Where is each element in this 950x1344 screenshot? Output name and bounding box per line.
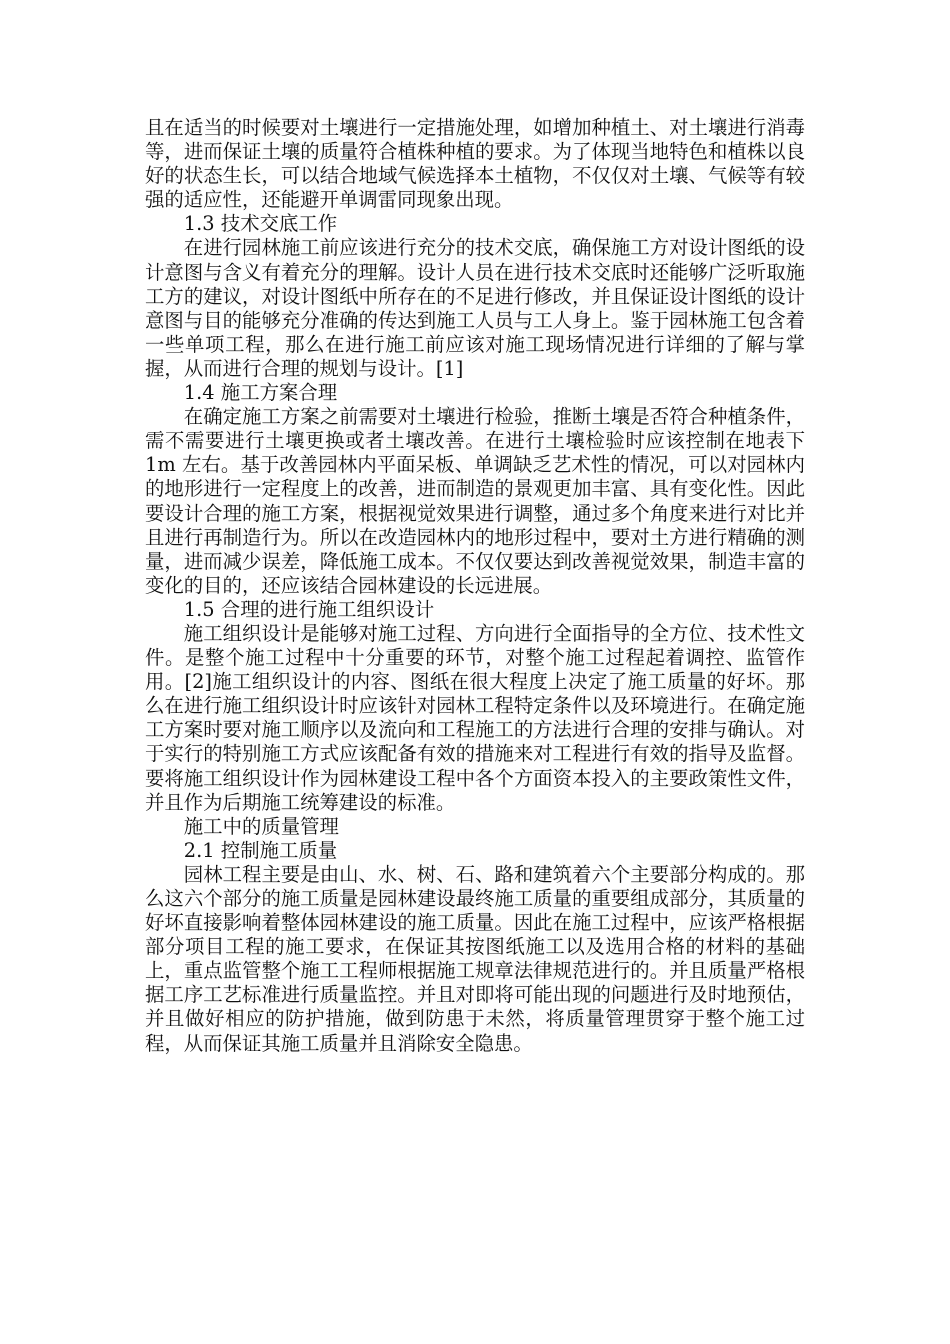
paragraph-soil-treatment: 且在适当的时候要对土壤进行一定措施处理，如增加种植土、对土壤进行消毒等，进而保证土壤的质量符合植株种植的要求。为了体现当地特色和植株以良好的状态生长，可以结合地域气候选择本土植物，不仅仅对土壤、气候等有较强的适应性，还能避开单调雷同现象出现。 [145,116,805,212]
heading-quality-management: 施工中的质量管理 [183,814,339,838]
paragraph-quality-control: 园林工程主要是由山、水、树、石、路和建筑着六个主要部分构成的。那么这六个部分的施工质量是园林建设最终施工质量的重要组成部分，其质量的好坏直接影响着整体园林建设的施工质量。因此在施工过程中，应该严格根据部分项目工程的施工要求，在保证其按图纸施工以及选用合格的材料的基础上，重点监管整个施工工程师根据施工规章法律规范进行的。并且质量严格根据工序工艺标准进行质量监控。并且对即将可能出现的问题进行及时地预估，并且做好相应的防护措施，做到防患于未然，将质量管理贯穿于整个施工过程，从而保证其施工质量并且消除安全隐患。 [145,862,805,1055]
paragraph-technical-disclosure: 在进行园林施工前应该进行充分的技术交底，确保施工方对设计图纸的设计意图与含义有着充分的理解。设计人员在进行技术交底时还能够广泛听取施工方的建议，对设计图纸中所存在的不足进行修改，并且保证设计图纸的设计意图与目的能够充分准确的传达到施工人员与工人身上。鉴于园林施工包含着一些单项工程，那么在进行施工前应该对施工现场情况进行详细的了解与掌握，从而进行合理的规划与设计。[1] [145,236,805,380]
heading-construction-plan: 1.4 施工方案合理 [183,381,338,405]
heading-technical-disclosure: 1.3 技术交底工作 [183,212,338,236]
heading-quality-control: 2.1 控制施工质量 [183,838,338,862]
paragraph-construction-plan: 在确定施工方案之前需要对土壤进行检验，推断土壤是否符合种植条件，需不需要进行土壤更换或者土壤改善。在进行土壤检验时应该控制在地表下 1m 左右。基于改善园林内平面呆板、单调缺乏艺术性的情况，可以对园林内的地形进行一定程度上的改善，进而制造的景观更加丰富、具有变化性。因此要设计合理的施工方案，根据视觉效果进行调整，通过多个角度来进行对比并且进行再制造行为。所以在改造园林内的地形过程中，要对土方进行精确的测量，进而减少误差，降低施工成本。不仅仅要达到改善视觉效果，制造丰富的变化的目的，还应该结合园林建设的长远进展。 [145,405,805,597]
document-body [145,116,805,1056]
paragraph-organization-design: 施工组织设计是能够对施工过程、方向进行全面指导的全方位、技术性文件。是整个施工过程中十分重要的环节，对整个施工过程起着调控、监管作用。[2]施工组织设计的内容、图纸在很大程度上决定了施工质量的好坏。那么在进行施工组织设计时应该针对园林工程特定条件以及环境进行。在确定施工方案时要对施工顺序以及流向和工程施工的方法进行合理的安排与确认。对于实行的特别施工方式应该配备有效的措施来对工程进行有效的指导及监督。要将施工组织设计作为园林建设工程中各个方面资本投入的主要政策性文件，并且作为后期施工统筹建设的标准。 [145,621,805,814]
heading-organization-design: 1.5 合理的进行施工组织设计 [183,597,435,621]
